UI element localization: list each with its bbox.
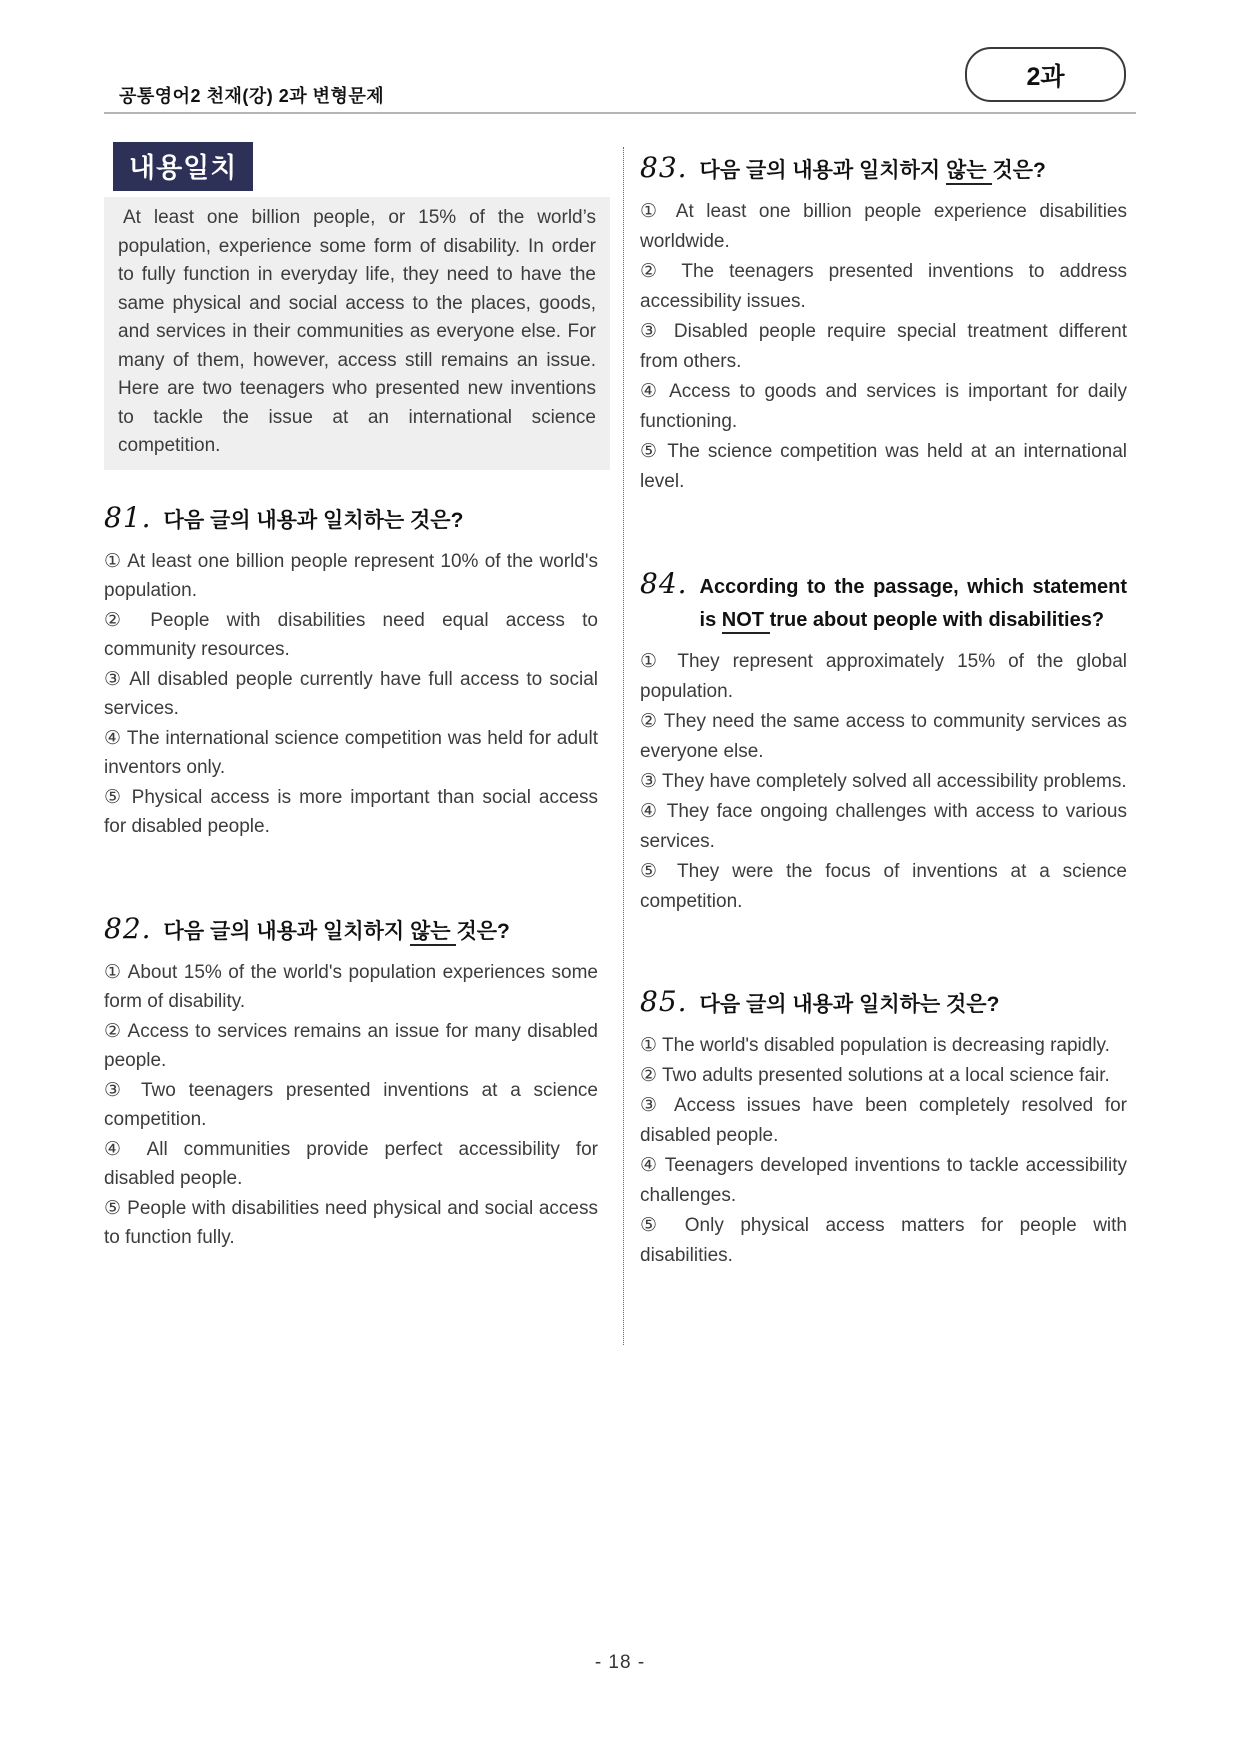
option <box>640 797 1127 857</box>
question-number: 81. <box>104 500 152 534</box>
question-title-text: 다음 글의 내용과 일치하는 것은? <box>699 993 1000 1016</box>
question-number: 85. <box>640 985 688 1018</box>
option <box>104 665 598 724</box>
option-text: They were the focus of inventions at a science competition. <box>640 861 1127 912</box>
option <box>640 377 1127 437</box>
option-text: They have completely solved all accessibility problems. <box>661 771 1127 792</box>
question-84-options <box>640 647 1127 917</box>
option-text: People with disabilities need physical and social access to function fully. <box>104 1197 598 1248</box>
option-number: ③ <box>104 668 123 690</box>
question-title <box>164 915 598 948</box>
passage-text: At least one billion people, or 15% of the world’s population, experience some form of disability. In order to fully function in everyday life, they need to have the same physical and social access to the places, goods, and services in their communities as everyone else. For many of them, however, access still remains an issue. Here are two teenagers who presented new inventions to tackle the issue at an international science competition. <box>118 207 596 456</box>
option-number: ② <box>640 1065 658 1086</box>
option-number: ⑤ <box>640 1215 669 1236</box>
question-title-rest: true about people with disabilities? <box>769 609 1105 631</box>
option-number: ④ <box>640 381 661 402</box>
option-text: The science competition was held at an international level. <box>640 441 1128 492</box>
question-84 <box>640 567 1127 917</box>
option <box>640 1151 1127 1211</box>
option-text: Physical access is more important than social access for disabled people. <box>104 786 599 837</box>
option-number: ② <box>640 711 658 732</box>
option-number: ⑤ <box>104 786 124 808</box>
option <box>640 257 1127 317</box>
doc-title: 공통영어2 천재(강) 2과 변형문제 <box>119 86 385 106</box>
question-85-options <box>640 1031 1127 1271</box>
question-82-options <box>104 958 598 1253</box>
question-number: 83. <box>640 151 688 184</box>
option-text: Access issues have been completely resolved for disabled people. <box>640 1095 1127 1146</box>
option <box>640 647 1127 707</box>
option <box>640 437 1127 497</box>
question-title-underlined: 않는 <box>410 920 456 946</box>
option-number: ③ <box>640 771 658 792</box>
option-text: At least one billion people experience disabilities worldwide. <box>640 201 1127 252</box>
option-number: ③ <box>104 1079 129 1101</box>
option <box>640 197 1127 257</box>
page-number: - 18 - <box>594 1652 646 1673</box>
option-text: People with disabilities need equal access to community resources. <box>104 609 599 660</box>
option-number: ① <box>640 1035 658 1056</box>
option-number: ① <box>640 651 665 672</box>
option-number: ⑤ <box>104 1197 122 1219</box>
column-divider <box>623 147 624 1345</box>
question-title-underlined: 않는 <box>946 159 992 185</box>
option-number: ④ <box>640 801 660 822</box>
option-number: ③ <box>640 321 663 342</box>
option <box>104 958 598 1017</box>
question-85-header <box>640 985 1127 1021</box>
option <box>104 547 598 606</box>
section-badge: 내용일치 <box>113 142 253 191</box>
option <box>640 1211 1127 1271</box>
option-text: They need the same access to community services as everyone else. <box>640 711 1127 762</box>
option-text: Two adults presented solutions at a local science fair. <box>661 1065 1110 1086</box>
option <box>104 724 598 783</box>
question-81-header <box>104 501 598 537</box>
question-83-options <box>640 197 1127 497</box>
option-number: ④ <box>104 727 122 749</box>
option-number: ② <box>640 261 667 282</box>
chapter-badge <box>965 47 1126 102</box>
question-title <box>164 504 598 537</box>
option-text: All disabled people currently have full access to social services. <box>104 668 598 719</box>
option <box>640 707 1127 767</box>
option <box>104 1017 598 1076</box>
option <box>104 606 598 665</box>
option-text: Only physical access matters for people with disabilities. <box>640 1215 1127 1266</box>
chapter-badge-label: 2과 <box>1026 62 1065 91</box>
option-text: Teenagers developed inventions to tackle accessibility challenges. <box>640 1155 1127 1206</box>
option-number: ⑤ <box>640 861 665 882</box>
two-column-layout <box>104 130 1136 1345</box>
option <box>640 1061 1127 1091</box>
option <box>104 783 598 842</box>
option <box>640 1091 1127 1151</box>
option <box>640 857 1127 917</box>
question-title-text: According to the passage, which statement is <box>699 576 1127 631</box>
option-text: They face ongoing challenges with access to various services. <box>640 801 1127 852</box>
option-number: ① <box>640 201 665 222</box>
question-84-header <box>640 567 1127 637</box>
question-title-text: 다음 글의 내용과 일치하지 <box>163 919 411 943</box>
option <box>104 1135 598 1194</box>
option <box>104 1194 598 1253</box>
option-number: ③ <box>640 1095 664 1116</box>
option-text: The world's disabled population is decreasing rapidly. <box>661 1035 1110 1056</box>
question-number: 82. <box>104 911 152 945</box>
question-title <box>700 571 1127 637</box>
option-number: ① <box>104 961 123 983</box>
option-text: Access to services remains an issue for many disabled people. <box>104 1020 598 1071</box>
option-number: ④ <box>640 1155 659 1176</box>
option-number: ④ <box>104 1138 132 1160</box>
question-title-rest: 것은? <box>992 159 1046 182</box>
option-text: Two teenagers presented inventions at a science competition. <box>104 1079 598 1130</box>
option-text: About 15% of the world's population experiences some form of disability. <box>104 961 598 1012</box>
question-82 <box>104 912 598 1253</box>
option-number: ② <box>104 609 133 631</box>
option-number: ① <box>104 550 123 572</box>
question-81-options <box>104 547 598 842</box>
option-text: Access to goods and services is important for daily functioning. <box>640 381 1127 432</box>
option <box>640 1031 1127 1061</box>
question-83-header <box>640 151 1127 187</box>
option-text: The teenagers presented inventions to address accessibility issues. <box>640 261 1127 312</box>
header-rule <box>104 112 1136 114</box>
question-85 <box>640 985 1127 1271</box>
option <box>104 1076 598 1135</box>
option <box>640 317 1127 377</box>
question-title-rest: 것은? <box>456 919 510 943</box>
question-title-underlined: NOT <box>722 609 770 634</box>
passage-box <box>104 197 610 470</box>
question-number: 84. <box>640 567 688 600</box>
option-text: The international science competition was held for adult inventors only. <box>104 727 599 778</box>
question-title-text: 다음 글의 내용과 일치하지 <box>699 159 947 182</box>
question-83 <box>640 151 1127 497</box>
option-number: ② <box>104 1020 123 1042</box>
question-title <box>700 988 1127 1021</box>
right-column <box>640 130 1127 1345</box>
left-column <box>104 130 598 1345</box>
option-text: They represent approximately 15% of the global population. <box>640 651 1127 702</box>
option <box>640 767 1127 797</box>
question-title <box>700 154 1127 187</box>
option-text: At least one billion people represent 10% of the world's population. <box>104 550 598 601</box>
question-82-header <box>104 912 598 948</box>
option-text: All communities provide perfect accessibility for disabled people. <box>104 1138 599 1189</box>
question-title-text: 다음 글의 내용과 일치하는 것은? <box>163 508 464 532</box>
option-text: Disabled people require special treatment different from others. <box>640 321 1127 372</box>
question-81 <box>104 501 598 842</box>
option-number: ⑤ <box>640 441 660 462</box>
